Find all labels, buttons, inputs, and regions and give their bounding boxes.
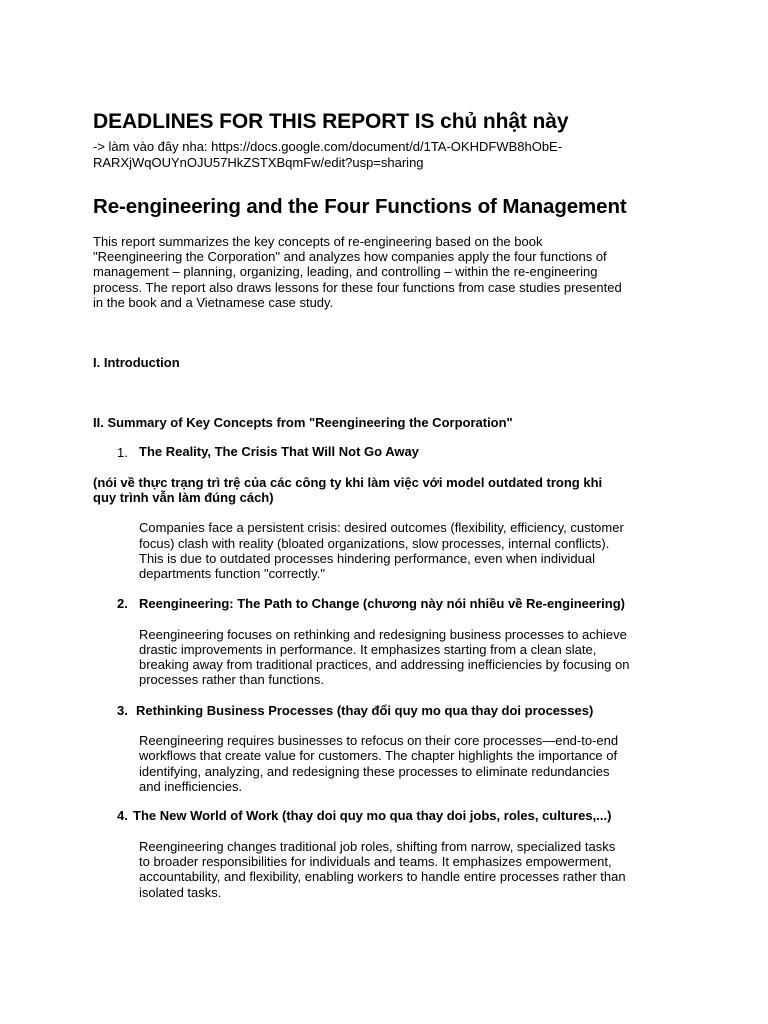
- list-item-heading: Rethinking Business Processes (thay đổi quy mo qua thay doi processes): [136, 703, 594, 718]
- paragraph-line: accountability, and flexibility, enabling workers to handle entire processes rather than: [139, 869, 626, 884]
- paragraph-line: focus) clash with reality (bloated organizations, slow processes, internal conflicts).: [139, 536, 610, 551]
- list-number: 3.: [117, 703, 128, 718]
- paragraph-line: drastic improvements in performance. It emphasizes starting from a clean slate,: [139, 642, 597, 657]
- paragraph-line: isolated tasks.: [139, 885, 222, 900]
- paragraph-line: Reengineering requires businesses to refocus on their core processes—end-to-end: [139, 733, 619, 748]
- list-number: 4.: [117, 808, 128, 823]
- list-item-heading: The Reality, The Crisis That Will Not Go Away: [139, 444, 419, 459]
- paragraph-line: processes rather than functions.: [139, 672, 324, 687]
- list-number: 2.: [117, 596, 128, 611]
- paragraph-line: management – planning, organizing, leading, and controlling – within the re-engineering: [93, 264, 598, 279]
- paragraph-line: workflows that create value for customers. The chapter highlights the importance of: [139, 748, 618, 763]
- deadline-heading: DEADLINES FOR THIS REPORT IS chủ nhật này: [93, 110, 569, 133]
- paragraph-line: breaking away from traditional practices, and addressing inefficiencies by focusing on: [139, 657, 630, 672]
- paragraph-line: This report summarizes the key concepts of re-engineering based on the book: [93, 234, 543, 249]
- paragraph-line: Reengineering changes traditional job roles, shifting from narrow, specialized tasks: [139, 839, 616, 854]
- paragraph-line: in the book and a Vietnamese case study.: [93, 295, 334, 310]
- doc-link-line-2[interactable]: RARXjWqOUYnOJU57HkZSTXBqmFw/edit?usp=sharing: [93, 155, 424, 170]
- paragraph-line: process. The report also draws lessons for these four functions from case studies presented: [93, 280, 622, 295]
- paragraph-line: to broader responsibilities for individuals and teams. It emphasizes empowerment,: [139, 854, 612, 869]
- report-title: Re-engineering and the Four Functions of Management: [93, 195, 627, 218]
- item-note-line: quy trình vẫn làm đúng cách): [93, 490, 274, 505]
- list-item-heading: Reengineering: The Path to Change (chương này nói nhiều về Re-engineering): [139, 596, 625, 611]
- paragraph-line: and inefficiencies.: [139, 779, 243, 794]
- section-summary-heading: II. Summary of Key Concepts from "Reengineering the Corporation": [93, 415, 513, 430]
- paragraph-line: "Reengineering the Corporation" and analyzes how companies apply the four functions of: [93, 249, 607, 264]
- paragraph-line: departments function "correctly.": [139, 566, 326, 581]
- paragraph-line: identifying, analyzing, and redesigning these processes to eliminate redundancies: [139, 764, 610, 779]
- list-item-heading: The New World of Work (thay doi quy mo qua thay doi jobs, roles, cultures,...): [133, 808, 612, 823]
- paragraph-line: This is due to outdated processes hindering performance, even when individual: [139, 551, 595, 566]
- paragraph-line: Companies face a persistent crisis: desired outcomes (flexibility, efficiency, customer: [139, 520, 624, 535]
- doc-link-line-1[interactable]: -> làm vào đây nha: https://docs.google.com/document/d/1TA-OKHDFWB8hObE-: [93, 139, 563, 154]
- list-number: 1.: [117, 445, 128, 460]
- paragraph-line: Reengineering focuses on rethinking and redesigning business processes to achieve: [139, 627, 627, 642]
- item-note-line: (nói về thực trạng trì trệ của các công ty khi làm việc với model outdated trong khi: [93, 475, 603, 490]
- section-introduction-heading: I. Introduction: [93, 355, 180, 370]
